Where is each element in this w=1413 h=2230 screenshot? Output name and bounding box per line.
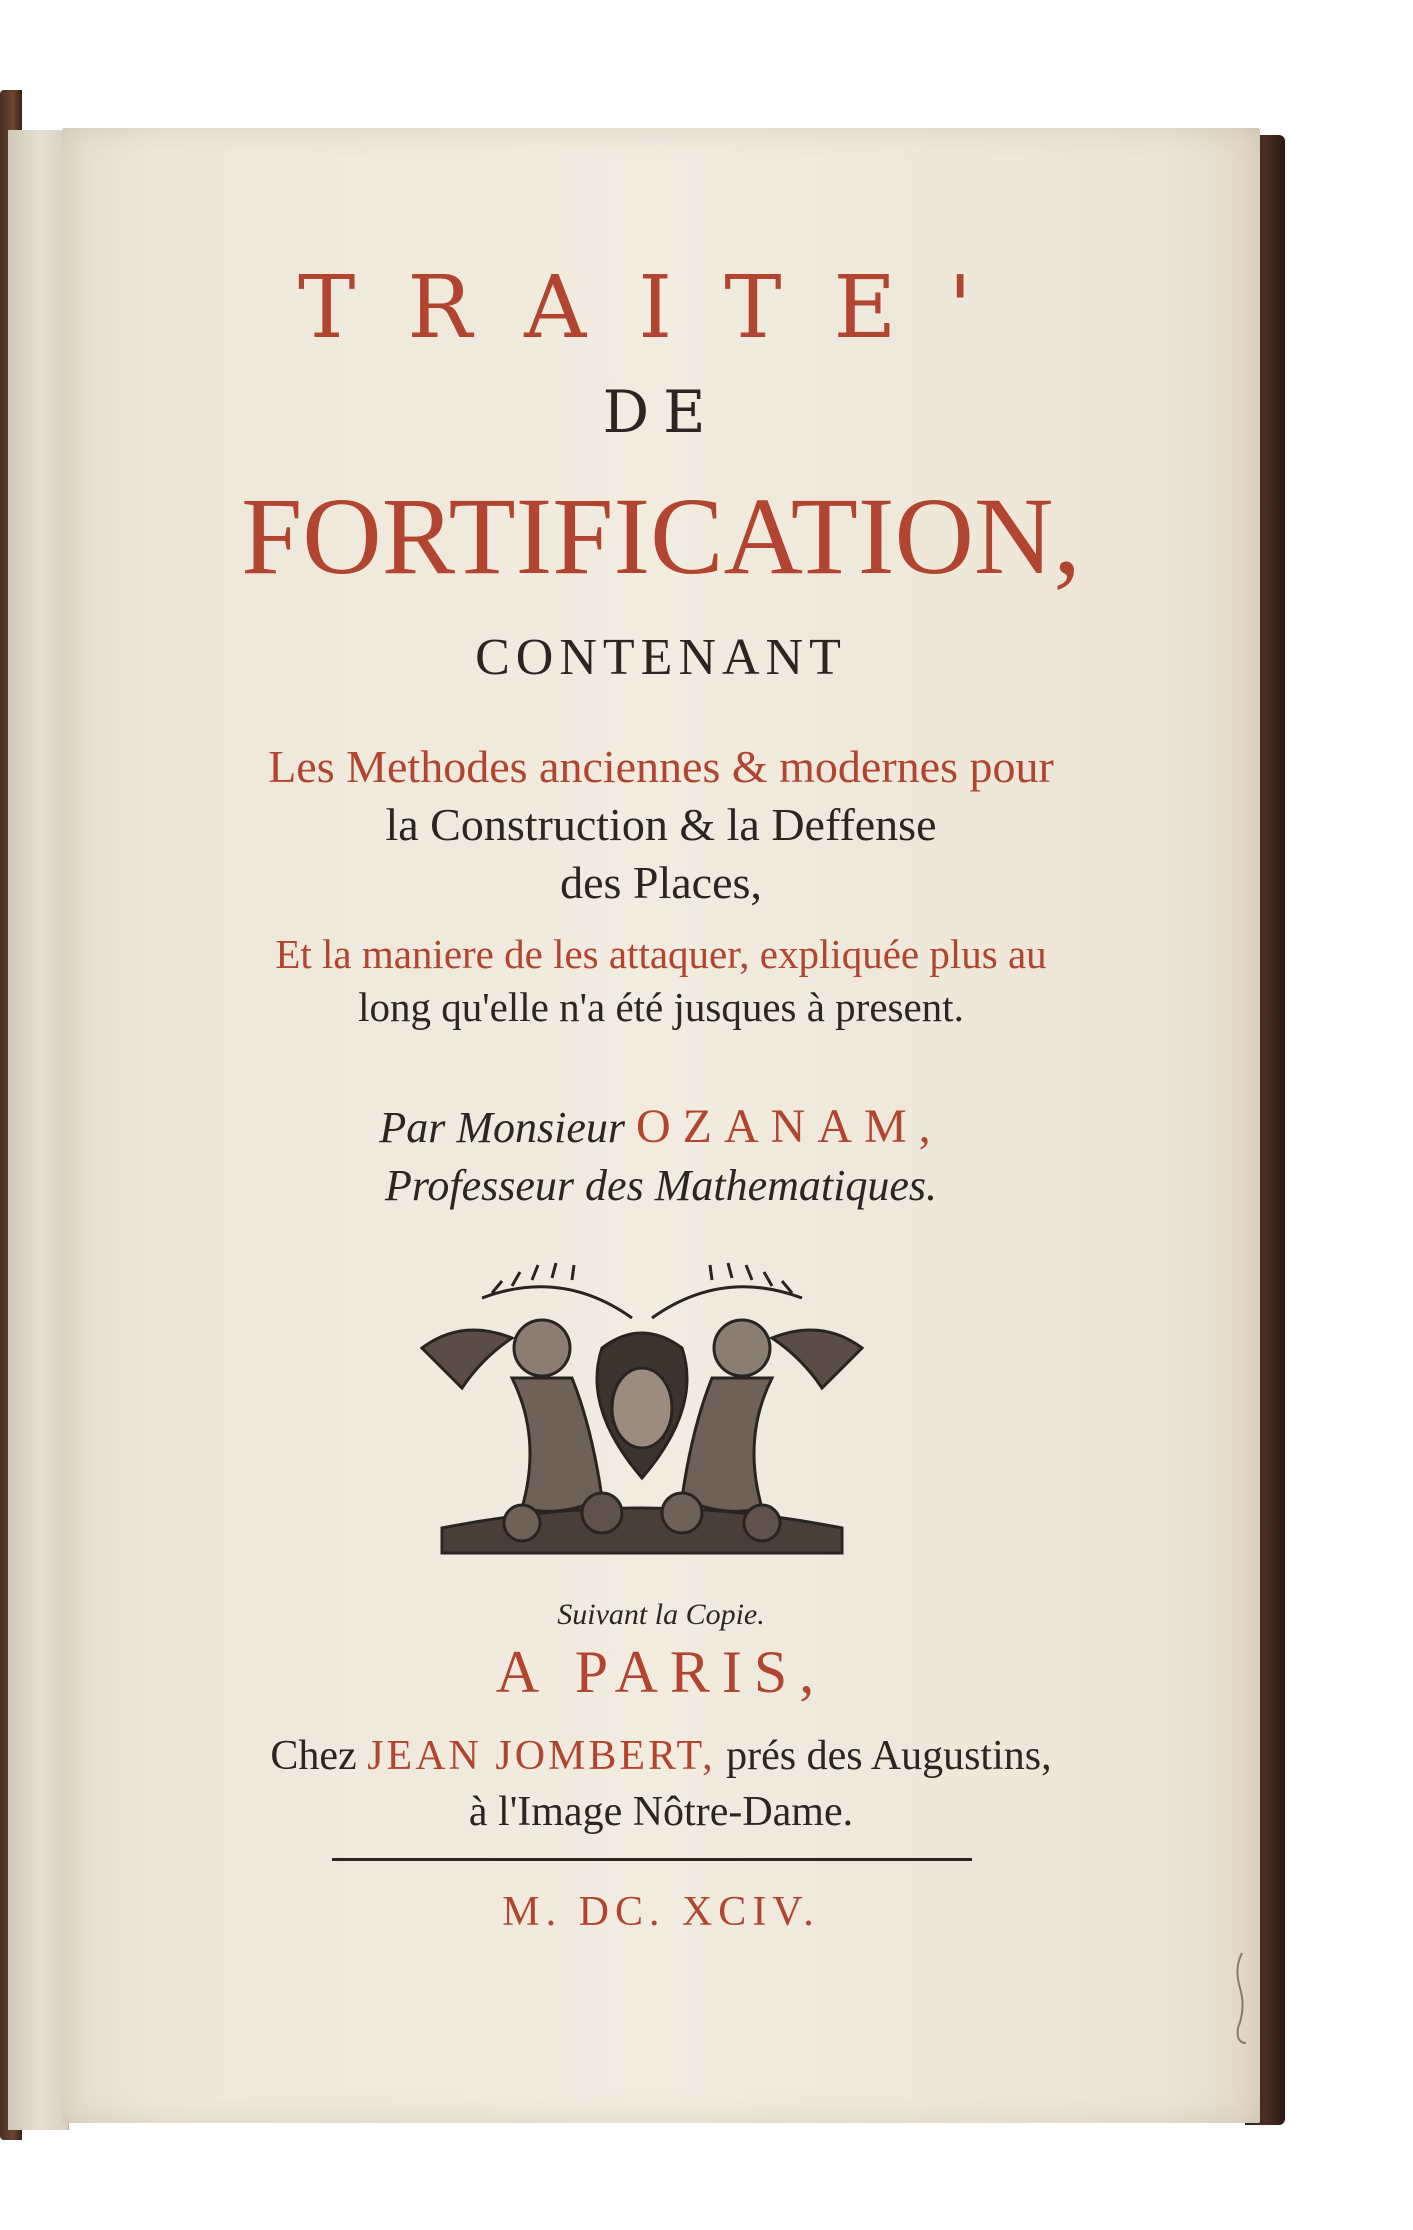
description-methods-line2: la Construction & la Deffense [385, 799, 937, 850]
paper-clip-mark [1232, 1948, 1252, 2048]
author-name: OZANAM, [636, 1100, 943, 1153]
title-line-contenant: CONTENANT [475, 629, 847, 686]
description-methods-line3: des Places, [560, 857, 762, 908]
description-attack-line1: Et la maniere de les attaquer, expliquée plus au [275, 931, 1047, 977]
imprint-chez: Chez [270, 1733, 357, 1779]
title-line-de: DE [602, 378, 720, 446]
title-page [62, 128, 1260, 2123]
imprint-city: A PARIS, [495, 1639, 827, 1705]
title-line-traite: TRAITE' [298, 258, 1024, 358]
printers-ornament-woodcut [402, 1258, 882, 1558]
description-methods-line1: Les Methodes anciennes & modernes pour [268, 741, 1054, 792]
description-attack-line2: long qu'elle n'a été jusques à present. [358, 984, 964, 1030]
imprint-printer-line [62, 1728, 1260, 1784]
imprint-printer-name: JEAN JOMBERT, [367, 1733, 716, 1779]
facing-page [8, 130, 69, 2130]
description-methods [62, 738, 1260, 912]
imprint-printer-block [62, 1728, 1260, 1840]
author-block [62, 1098, 1260, 1215]
imprint-year: M. DC. XCIV. [502, 1889, 820, 1935]
imprint-address-line2: à l'Image Nôtre-Dame. [468, 1789, 854, 1835]
author-line [62, 1098, 1260, 1157]
author-prefix: Par Monsieur [379, 1103, 625, 1152]
imprint-address-line1: prés des Augustins, [726, 1733, 1052, 1779]
title-line-fortification: FORTIFICATION, [241, 475, 1081, 597]
description-attack [62, 928, 1260, 1034]
imprint-rule [332, 1858, 972, 1861]
imprint-copy-note: Suivant la Copie. [557, 1598, 765, 1631]
author-title: Professeur des Mathematiques. [385, 1161, 937, 1210]
